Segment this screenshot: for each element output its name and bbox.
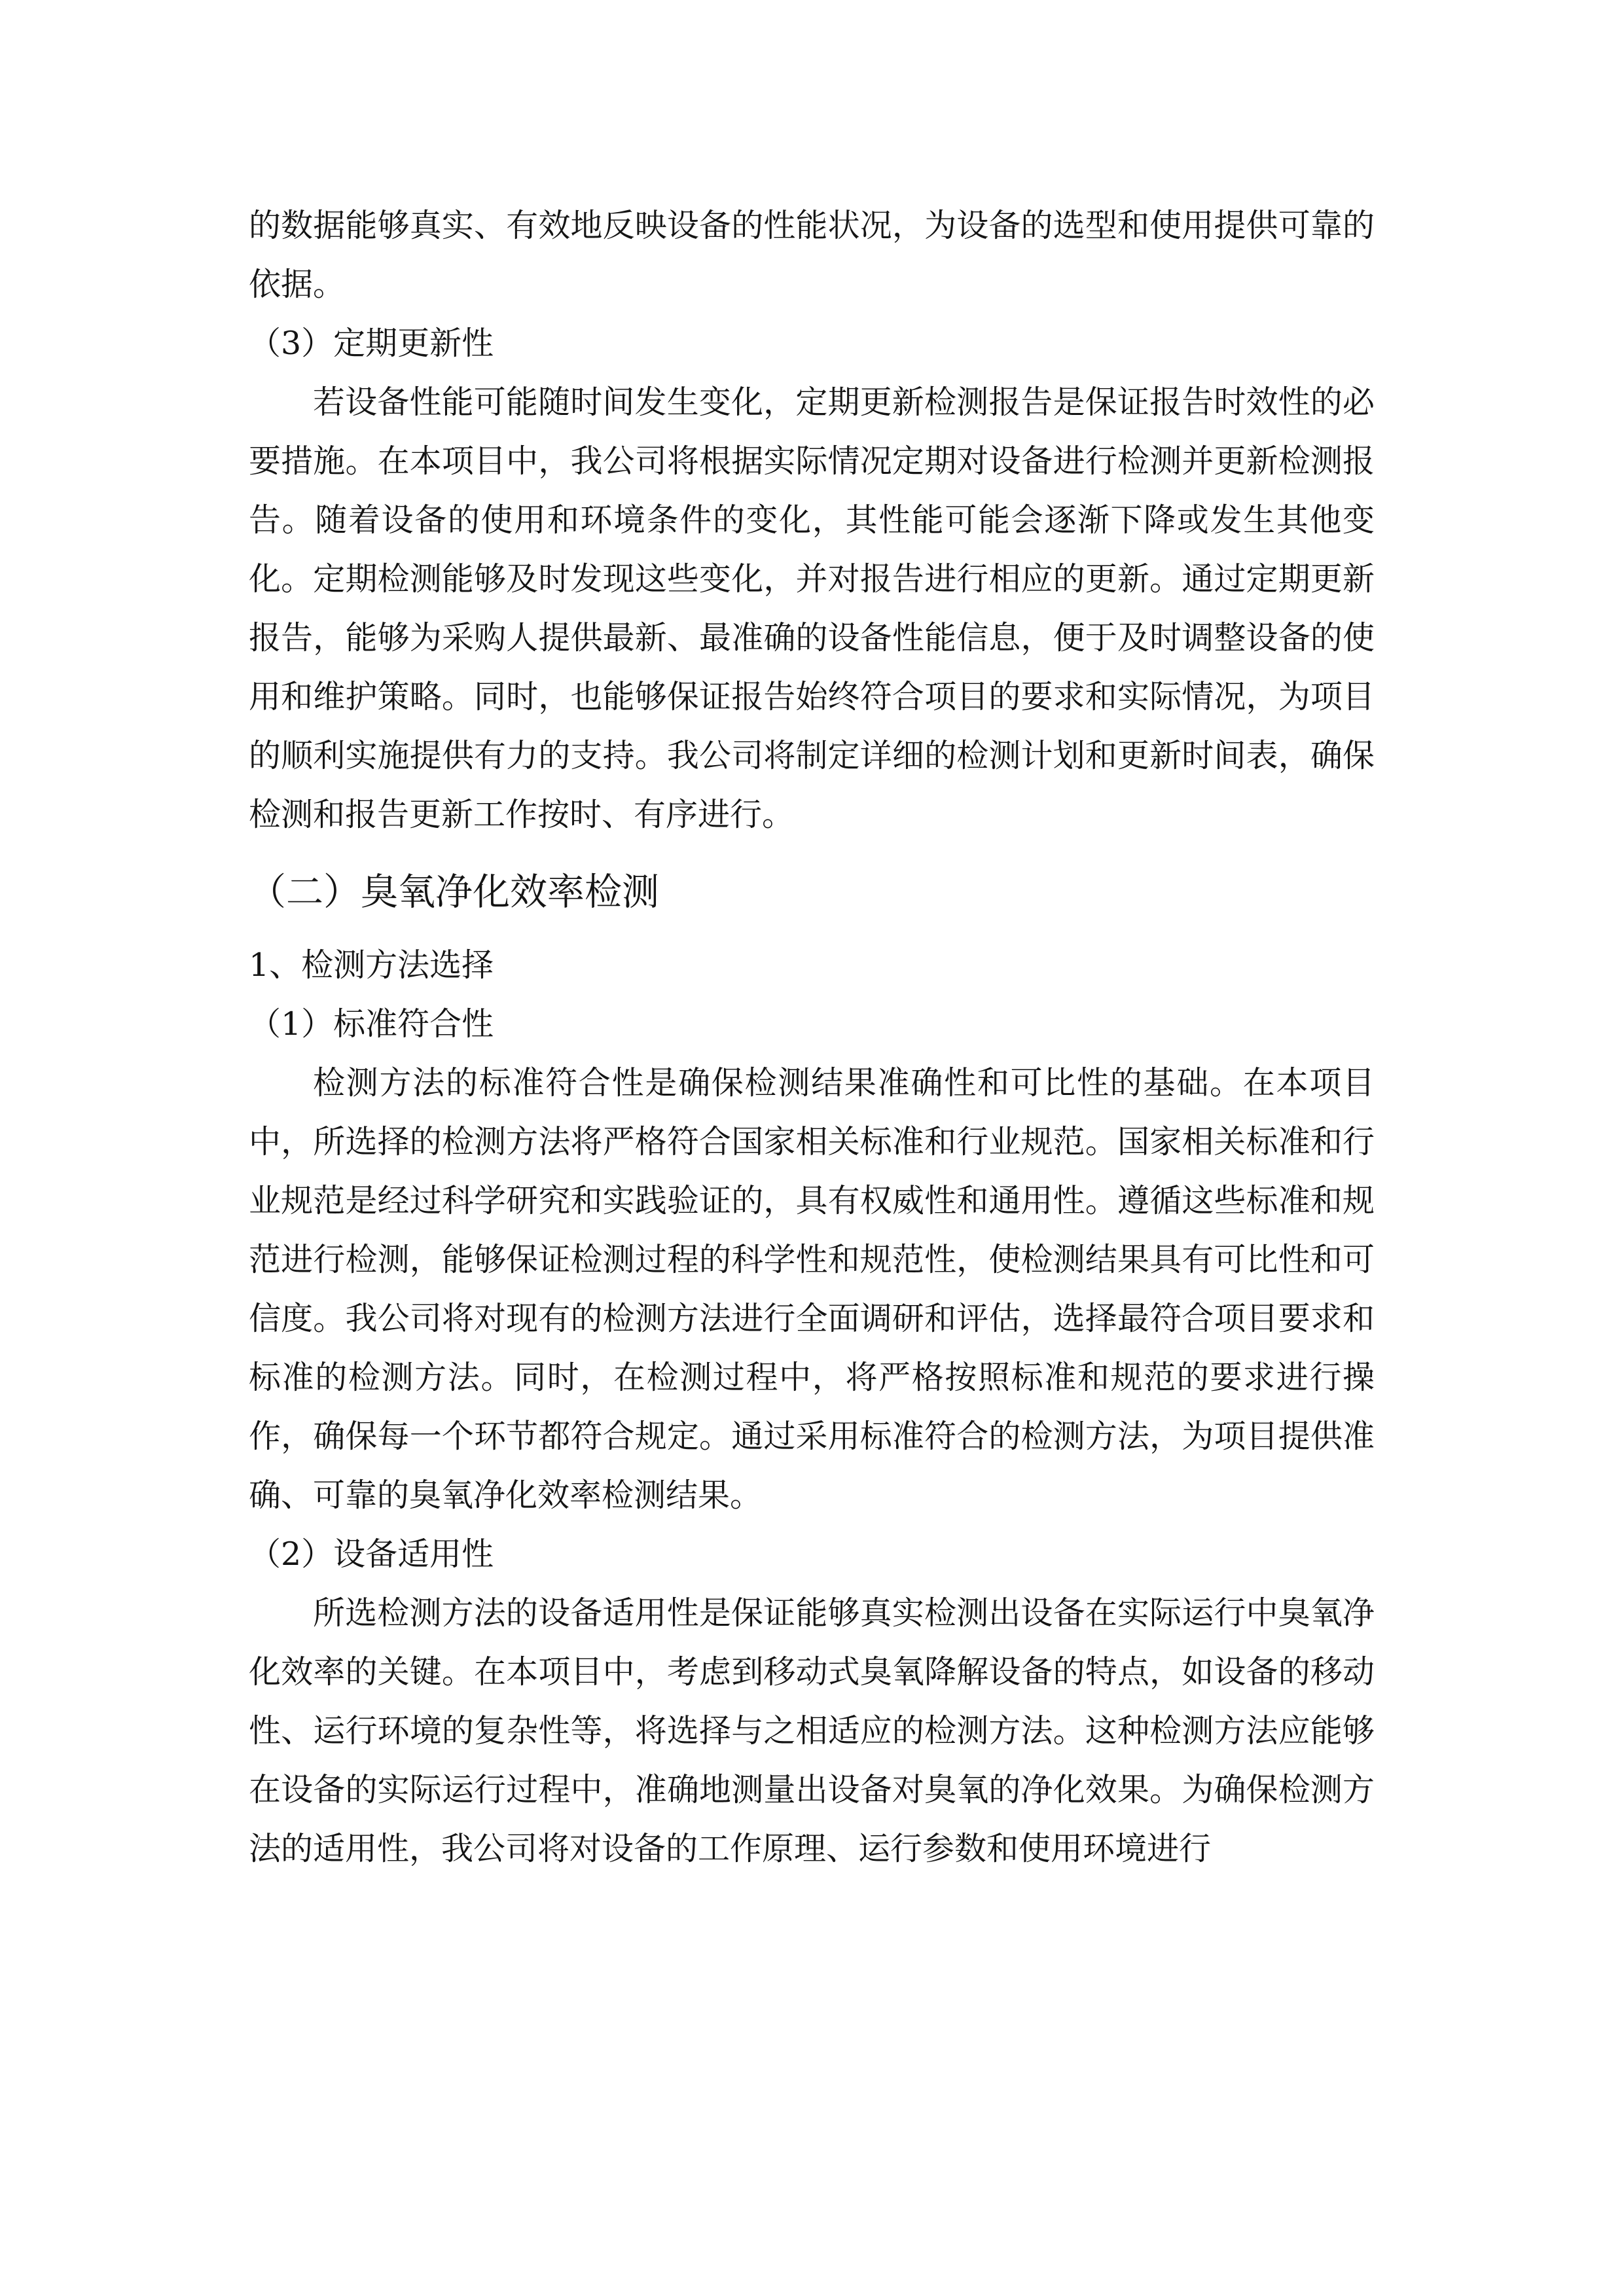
paragraph-standard-compliance: 检测方法的标准符合性是确保检测结果准确性和可比性的基础。在本项目中，所选择的检测方法将严格符合国家相关标准和行业规范。国家相关标准和行业规范是经过科学研究和实践验证的，具有权威性和通用性。遵循这些标准和规范进行检测，能够保证检测过程的科学性和规范性，使检测结果具有可比性和可信度。我公司将对现有的检测方法进行全面调研和评估，选择最符合项目要求和标准的检测方法。同时，在检测过程中，将严格按照标准和规范的要求进行操作，确保每一个环节都符合规定。通过采用标准符合的检测方法，为项目提供准确、可靠的臭氧净化效率检测结果。: [249, 1064, 1375, 1514]
paragraph-equipment-applicability: 所选检测方法的设备适用性是保证能够真实检测出设备在实际运行中臭氧净化效率的关键。在本项目中，考虑到移动式臭氧降解设备的特点，如设备的移动性、运行环境的复杂性等，将选择与之相适应的检测方法。这种检测方法应能够在设备的实际运行过程中，准确地测量出设备对臭氧的净化效果。为确保检测方法的适用性，我公司将对设备的工作原理、运行参数和使用环境进行: [249, 1594, 1375, 1867]
subheading-equipment-applicability: （2）设备适用性: [249, 1535, 494, 1573]
paragraph-periodic-update: 若设备性能可能随时间发生变化，定期更新检测报告是保证报告时效性的必要措施。在本项目中，我公司将根据实际情况定期对设备进行检测并更新检测报告。随着设备的使用和环境条件的变化，其性能可能会逐渐下降或发生其他变化。定期检测能够及时发现这些变化，并对报告进行相应的更新。通过定期更新报告，能够为采购人提供最新、最准确的设备性能信息，便于及时调整设备的使用和维护策略。同时，也能够保证报告始终符合项目的要求和实际情况，为项目的顺利实施提供有力的支持。我公司将制定详细的检测计划和更新时间表，确保检测和报告更新工作按时、有序进行。: [249, 384, 1375, 833]
paragraph-continued: 的数据能够真实、有效地反映设备的性能状况，为设备的选型和使用提供可靠的依据。: [249, 207, 1375, 303]
page-body: [249, 196, 1375, 1878]
section-heading-ozone-efficiency: （二）臭氧净化效率检测: [249, 870, 659, 914]
subheading-method-selection: 1、检测方法选择: [249, 946, 494, 984]
subheading-periodic-update: （3）定期更新性: [249, 325, 494, 362]
subheading-standard-compliance: （1）标准符合性: [249, 1005, 494, 1043]
